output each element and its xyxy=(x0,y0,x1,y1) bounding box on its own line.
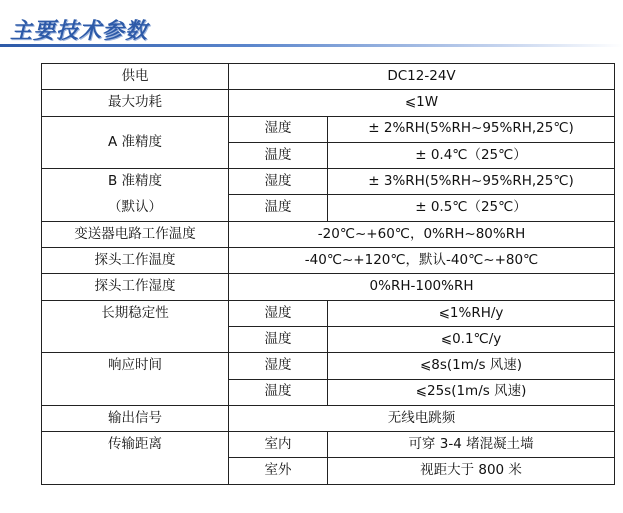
sub-label: 室外 xyxy=(229,458,328,484)
table-row-max-power xyxy=(42,90,615,116)
sub-label: 温度 xyxy=(229,195,328,221)
table-row-distance-indoor xyxy=(42,432,615,458)
param-value: ± 3%RH(5%RH~95%RH,25℃) xyxy=(328,169,615,195)
table-row-probe-temp xyxy=(42,248,615,274)
sub-label: 湿度 xyxy=(229,169,328,195)
table-row-transmitter-temp xyxy=(42,221,615,247)
param-label-blank xyxy=(42,458,229,484)
sub-label: 温度 xyxy=(229,142,328,168)
param-label: 供电 xyxy=(42,64,229,90)
param-label: 探头工作温度 xyxy=(42,248,229,274)
table-row-probe-humidity xyxy=(42,274,615,300)
param-value: ⩽25s(1m/s 风速) xyxy=(328,379,615,405)
param-label: 长期稳定性 xyxy=(42,300,229,326)
param-value: DC12-24V xyxy=(229,64,615,90)
table-row-distance-outdoor xyxy=(42,458,615,484)
param-value: 视距大于 800 米 xyxy=(328,458,615,484)
section-title: 主要技术参数 xyxy=(10,19,149,44)
param-label: A 准精度 xyxy=(42,116,229,169)
param-label: 响应时间 xyxy=(42,353,229,379)
param-label-blank xyxy=(42,326,229,352)
section-header xyxy=(0,8,623,50)
table-row-long-term-temperature xyxy=(42,326,615,352)
table-row-accuracy-b-temperature xyxy=(42,195,615,221)
table-row-long-term-humidity xyxy=(42,300,615,326)
param-value: 0%RH-100%RH xyxy=(229,274,615,300)
sub-label: 温度 xyxy=(229,326,328,352)
param-value: ± 2%RH(5%RH~95%RH,25℃) xyxy=(328,116,615,142)
sub-label: 温度 xyxy=(229,379,328,405)
table-row-response-humidity xyxy=(42,353,615,379)
param-value: ± 0.5℃（25℃） xyxy=(328,195,615,221)
param-label-note: （默认） xyxy=(42,195,229,221)
table-row-output xyxy=(42,405,615,431)
param-value: 可穿 3-4 堵混凝土墙 xyxy=(328,432,615,458)
table-row-accuracy-a-humidity xyxy=(42,116,615,142)
title-underline xyxy=(0,44,623,47)
param-value: -40℃~+120℃，默认-40℃~+80℃ xyxy=(229,248,615,274)
spec-table xyxy=(41,63,615,485)
sub-label: 湿度 xyxy=(229,300,328,326)
table-row-accuracy-b-humidity xyxy=(42,169,615,195)
param-label: 最大功耗 xyxy=(42,90,229,116)
param-value: ± 0.4℃（25℃） xyxy=(328,142,615,168)
table-row-response-temperature xyxy=(42,379,615,405)
param-label: 输出信号 xyxy=(42,405,229,431)
sub-label: 湿度 xyxy=(229,116,328,142)
param-value: -20℃~+60℃，0%RH~80%RH xyxy=(229,221,615,247)
param-value: ⩽0.1℃/y xyxy=(328,326,615,352)
param-value: ⩽1W xyxy=(229,90,615,116)
param-label: 变送器电路工作温度 xyxy=(42,221,229,247)
sub-label: 室内 xyxy=(229,432,328,458)
param-value: ⩽1%RH/y xyxy=(328,300,615,326)
param-value: ⩽8s(1m/s 风速) xyxy=(328,353,615,379)
param-value: 无线电跳频 xyxy=(229,405,615,431)
param-label: 探头工作湿度 xyxy=(42,274,229,300)
param-label-blank xyxy=(42,379,229,405)
param-label: B 准精度 xyxy=(42,169,229,195)
table-row-power xyxy=(42,64,615,90)
param-label: 传输距离 xyxy=(42,432,229,458)
sub-label: 湿度 xyxy=(229,353,328,379)
